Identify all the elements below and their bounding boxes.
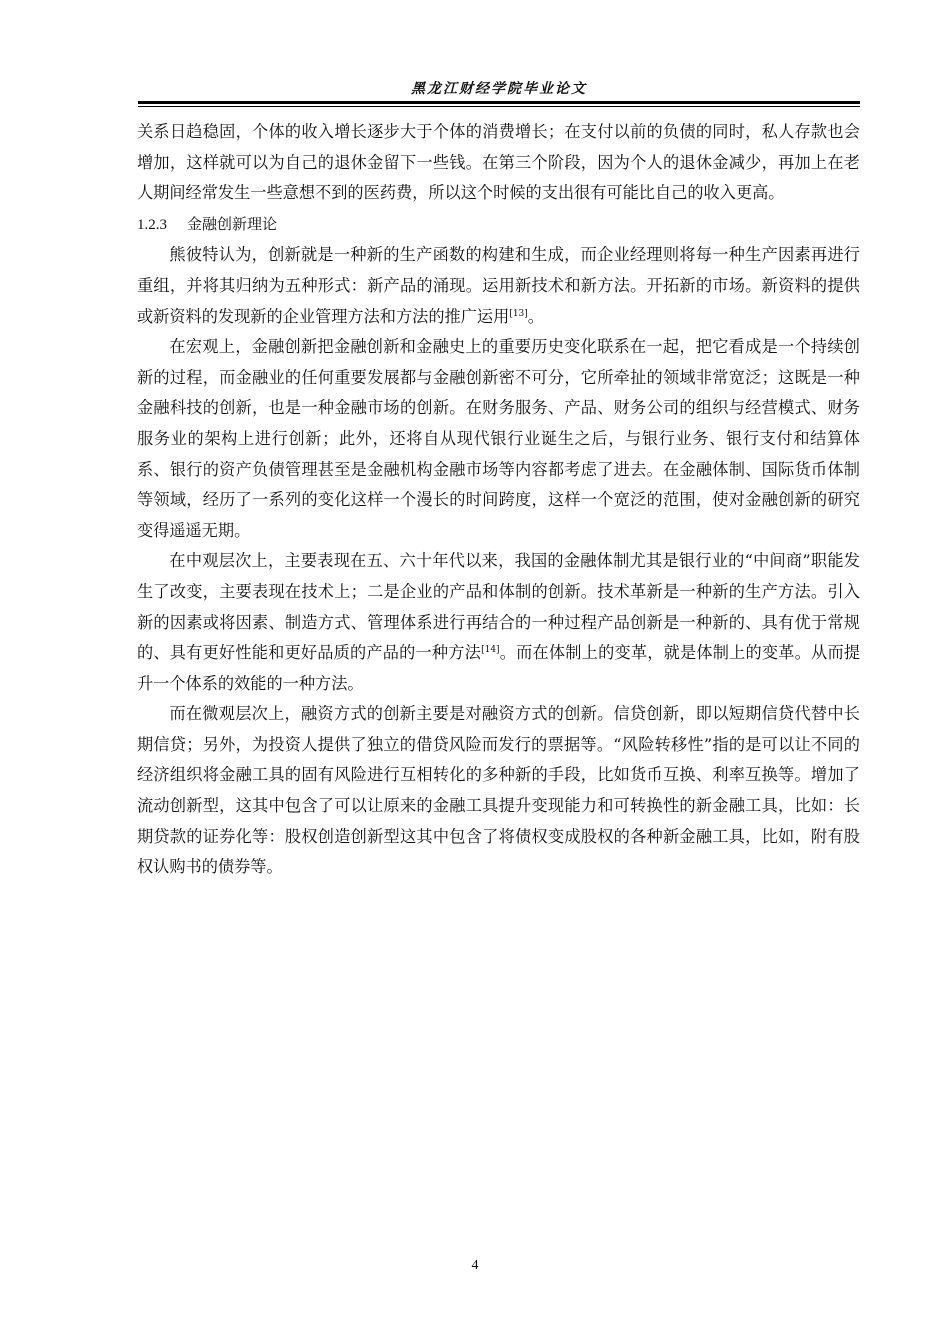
paragraph-text: 而在微观层次上，融资方式的创新主要是对融资方式的创新。信贷创新，即以短期信贷代替中长期信贷；另外，为投资人提供了独立的借贷风险而发行的票据等。“风险转移性”指的是可以让不同的经济组织将金融工具的固有风险进行互相转化的多种新的手段，比如货币互换、利率互换等。增加了流动创新型，这其中包含了可以让原来的金融工具提升变现能力和可转换性的新金融工具，比如：长期贷款的证券化等：股权创造创新型这其中包含了将债权变成股权的各种新金融工具，比如，附有股权认购书的债券等。 xyxy=(137,704,860,877)
page-header-title: 黑龙江财经学院毕业论文 xyxy=(411,81,587,97)
paragraph-text: 关系日趋稳固，个体的收入增长逐步大于个体的消费增长；在支付以前的负债的同时，私人存款也会增加，这样就可以为自己的退休金留下一些钱。在第三个阶段，因为个人的退休金减少，再加上在老人期间经常发生一些意想不到的医药费，所以这个时候的支出很有可能比自己的收入更高。 xyxy=(137,122,860,203)
paragraph-text: 熊彼特认为，创新就是一种新的生产函数的构建和生成，而企业经理则将每一种生产因素再进行重组，并将其归纳为五种形式：新产品的涌现。运用新技术和新方法。开拓新的市场。新资料的提供或新资料的发现新的企业管理方法和方法的推广运用 xyxy=(137,245,860,326)
paragraph xyxy=(137,546,860,699)
header-rule-thin xyxy=(138,106,860,107)
section-title: 金融创新理论 xyxy=(187,214,278,233)
paragraph xyxy=(137,332,860,546)
header-rule-thick xyxy=(138,101,860,104)
paragraph-continued xyxy=(137,117,860,209)
paragraph-tail: 。而在体制上的变革，就是体制上的变革。从而提升一个体系的效能的一种方法。 xyxy=(137,643,861,693)
paragraph xyxy=(137,240,860,332)
citation: [14] xyxy=(481,645,500,656)
citation: [13] xyxy=(509,308,528,319)
page-number: 4 xyxy=(471,1258,479,1273)
section-heading xyxy=(137,209,860,241)
paragraph-tail: 。 xyxy=(527,306,544,326)
main-content xyxy=(137,117,860,883)
paragraph-text: 在中观层次上，主要表现在五、六十年代以来，我国的金融体制尤其是银行业的“中间商”职能发生了改变，主要表现在技术上；二是企业的产品和体制的创新。技术革新是一种新的生产方法。引入新的因素或将因素、制造方式、管理体系进行再结合的一种过程产品创新是一种新的、具有优于常规的、具有更好性能和更好品质的产品的一种方法 xyxy=(137,551,860,663)
section-number: 1.2.3 xyxy=(137,216,167,233)
paragraph-text: 在宏观上，金融创新把金融创新和金融史上的重要历史变化联系在一起，把它看成是一个持续创新的过程，而金融业的任何重要发展都与金融创新密不可分，它所牵扯的领域非常宽泛；这既是一种金融科技的创新，也是一种金融市场的创新。在财务服务、产品、财务公司的组织与经营模式、财务服务业的架构上进行创新；此外，还将自从现代银行业诞生之后，与银行业务、银行支付和结算体系、银行的资产负债管理甚至是金融机构金融市场等内容都考虑了进去。在金融体制、国际货币体制等领域，经历了一系列的变化这样一个漫长的时间跨度，这样一个宽泛的范围，使对金融创新的研究变得遥遥无期。 xyxy=(137,337,860,540)
paragraph xyxy=(137,699,860,883)
